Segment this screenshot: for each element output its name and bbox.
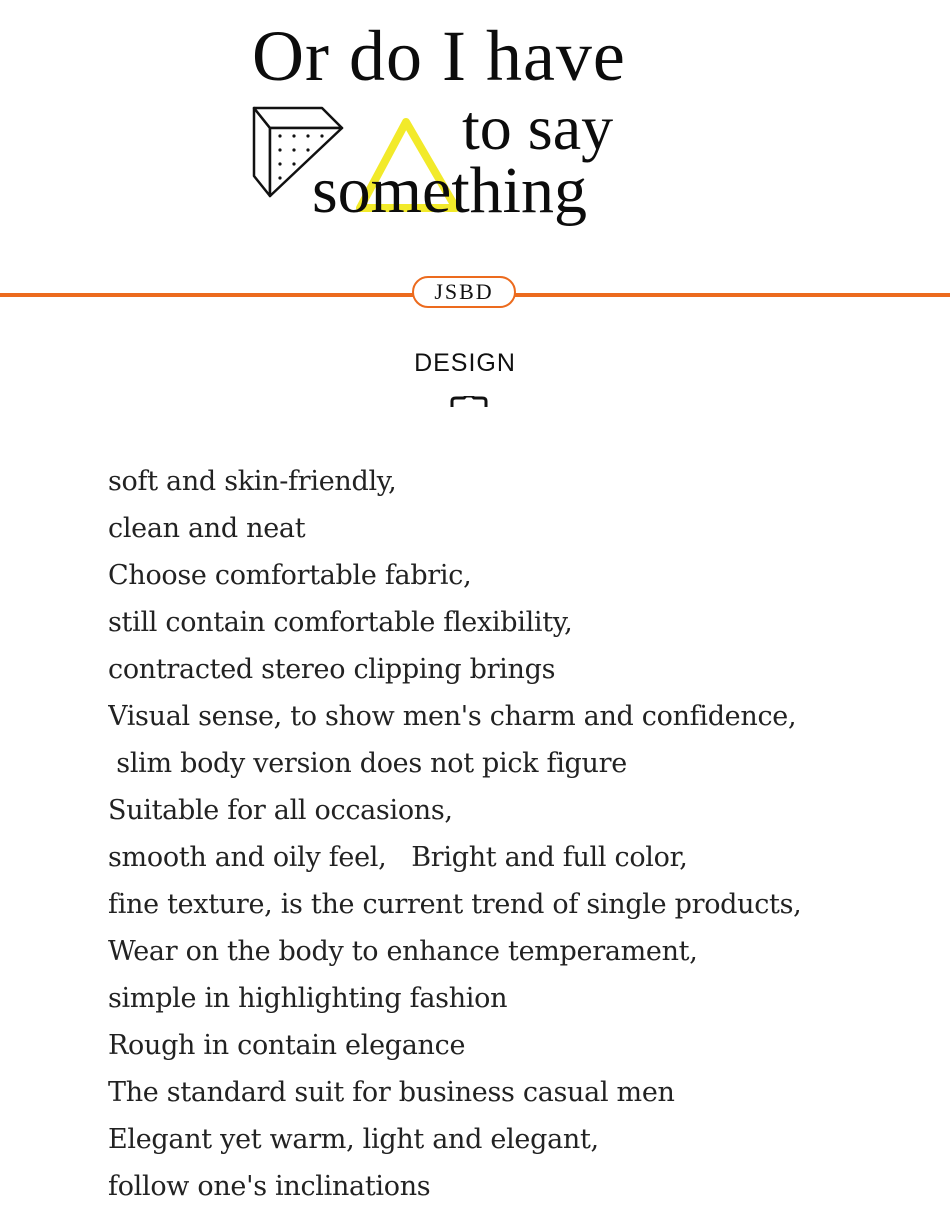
- description-line: follow one's inclinations: [108, 1171, 431, 1202]
- description-line: Elegant yet warm, light and elegant,: [108, 1124, 599, 1155]
- description-line: soft and skin-friendly,: [108, 466, 397, 497]
- headline: [0, 0, 950, 250]
- description-line: The standard suit for business casual men: [108, 1077, 675, 1108]
- description-line: contracted stereo clipping brings: [108, 654, 556, 685]
- description-line: still contain comfortable flexibility,: [108, 607, 573, 638]
- headline-line-1: Or do I have: [252, 16, 626, 96]
- description-line: Suitable for all occasions,: [108, 795, 453, 826]
- headline-line-3: something: [312, 154, 587, 227]
- description-line: smooth and oily feel, Bright and full color,: [108, 842, 688, 873]
- description-line: Visual sense, to show men's charm and confidence,: [108, 701, 797, 732]
- brand-badge: JSBD: [412, 276, 516, 308]
- description-line: Choose comfortable fabric,: [108, 560, 472, 591]
- product-description: [108, 458, 928, 1210]
- bracket-ornament-icon: [450, 396, 488, 408]
- headline-line-2: to say: [462, 92, 614, 163]
- description-line: simple in highlighting fashion: [108, 983, 508, 1014]
- description-line: clean and neat: [108, 513, 306, 544]
- description-line: Wear on the body to enhance temperament,: [108, 936, 698, 967]
- section-title: DESIGN: [414, 349, 516, 377]
- description-line: slim body version does not pick figure: [108, 748, 627, 779]
- description-line: fine texture, is the current trend of single products,: [108, 889, 802, 920]
- description-line: Rough in contain elegance: [108, 1030, 466, 1061]
